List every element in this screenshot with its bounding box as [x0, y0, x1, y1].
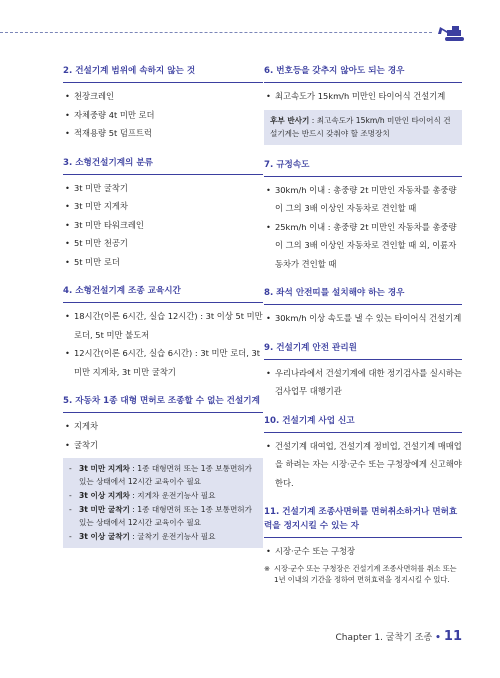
bullet-list — [63, 417, 263, 454]
list-item: • 굴착기 — [63, 436, 263, 455]
separator: : — [129, 532, 138, 541]
info-term: 후부 반사기 — [270, 115, 310, 125]
section — [264, 414, 462, 493]
section-title: 5. 자동차 1종 대형 면허로 조종할 수 없는 건설기계 — [63, 394, 263, 413]
section-title: 7. 규정속도 — [264, 158, 462, 177]
info-box — [264, 110, 462, 145]
bullet-list — [264, 437, 462, 493]
bullet-list — [264, 364, 462, 401]
separator: : — [309, 115, 317, 125]
info-term: 3t 이상 지게차 — [79, 491, 130, 500]
section-title: 3. 소형건설기계의 분류 — [63, 156, 263, 175]
bullet-list — [63, 179, 263, 272]
list-item: • 3t 미만 지게차 — [63, 197, 263, 216]
list-item: • 5t 미만 로더 — [63, 253, 263, 272]
info-term: 3t 미만 굴착기 — [79, 505, 130, 514]
info-row — [69, 530, 257, 543]
section — [63, 394, 263, 548]
note-text: 시장·군수 또는 구청장은 건설기계 조종사면허를 취소 또는 1년 이내의 기간을 정하여 면허효력을 정지시킬 수 있다. — [274, 563, 457, 584]
list-item: • 지게차 — [63, 417, 263, 436]
info-text: 1종 대형면허 또는 1종 보통면허가 있는 상태에서 12시간 교육이수 필요 — [79, 464, 252, 486]
list-item: • 건설기계 대여업, 건설기계 정비업, 건설기계 매매업을 하려는 자는 시장·군수 또는 구청장에게 신고해야 한다. — [264, 437, 462, 493]
page-footer — [336, 629, 462, 644]
bullet-list — [264, 181, 462, 274]
separator: : — [129, 505, 138, 514]
dash-marker: - — [69, 532, 72, 541]
list-item: • 30km/h 이상 속도를 낼 수 있는 타이어식 건설기계 — [264, 309, 462, 328]
bullet-list — [63, 307, 263, 381]
section — [264, 64, 462, 145]
section-title: 10. 건설기계 사업 신고 — [264, 414, 462, 433]
excavator-icon — [437, 24, 469, 42]
section — [264, 505, 462, 585]
section-title: 8. 좌석 안전띠를 설치해야 하는 경우 — [264, 286, 462, 305]
info-text: 1종 대형면허 또는 1종 보통면허가 있는 상태에서 12시간 교육이수 필요 — [79, 505, 252, 527]
list-item: • 12시간(이론 6시간, 실습 6시간) : 3t 미만 로더, 3t 미만 지게차, 3t 미만 굴착기 — [63, 344, 263, 381]
note-mark: ※ — [264, 563, 271, 573]
list-item: • 우리나라에서 건설기계에 대한 정기검사를 실시하는 검사업무 대행기관 — [264, 364, 462, 401]
section — [264, 286, 462, 328]
dash-marker: - — [69, 505, 72, 514]
list-item: • 30km/h 이내 : 총중량 2t 미만인 자동차를 총중량이 그의 3배 이상인 자동차로 견인할 때 — [264, 181, 462, 218]
bullet-list — [63, 87, 263, 143]
list-item: • 25km/h 이내 : 총중량 2t 미만인 자동차를 총중량이 그의 3배 이상인 자동차로 견인할 때 외, 이륜자동차가 견인할 때 — [264, 218, 462, 274]
right-column — [264, 64, 462, 598]
page-number: 11 — [443, 629, 462, 644]
section — [63, 156, 263, 272]
info-row — [69, 503, 257, 529]
list-item: • 적재용량 5t 덤프트럭 — [63, 124, 263, 143]
footer-dot: • — [435, 633, 441, 643]
list-item: • 최고속도가 15km/h 미만인 타이어식 건설기계 — [264, 87, 462, 106]
bullet-list — [264, 87, 462, 106]
list-item: • 자체중량 4t 미만 로더 — [63, 106, 263, 125]
info-box — [63, 458, 263, 548]
section — [264, 341, 462, 401]
list-item: • 5t 미만 천공기 — [63, 234, 263, 253]
section-title: 6. 번호등을 갖추지 않아도 되는 경우 — [264, 64, 462, 83]
section-title: 9. 건설기계 안전 관리원 — [264, 341, 462, 360]
info-text: 지게차 운전기능사 필요 — [137, 491, 216, 500]
section-title: 11. 건설기계 조종사면허를 면허취소하거나 면허효력을 정지시킬 수 있는 자 — [264, 505, 462, 538]
list-item: • 3t 미만 굴착기 — [63, 179, 263, 198]
list-item: • 18시간(이론 6시간, 실습 12시간) : 3t 이상 5t 미만 로더, 5t 미만 불도저 — [63, 307, 263, 344]
list-item: • 시장·군수 또는 구청장 — [264, 542, 462, 561]
dash-marker: - — [69, 464, 72, 473]
dash-marker: - — [69, 491, 72, 500]
section — [264, 158, 462, 274]
section-title: 4. 소형건설기계 조종 교육시간 — [63, 284, 263, 303]
section — [63, 284, 263, 381]
info-term: 3t 미만 지게차 — [79, 464, 130, 473]
bullet-list — [264, 542, 462, 561]
section — [63, 64, 263, 143]
info-term: 3t 이상 굴착기 — [79, 532, 130, 541]
footnote — [264, 563, 462, 585]
info-text: 최고속도가 15km/h 미만인 타이어식 건설기계는 반드시 갖춰야 할 조명장치 — [270, 115, 451, 138]
section-title: 2. 건설기계 범위에 속하지 않는 것 — [63, 64, 263, 83]
list-item: • 천장크레인 — [63, 87, 263, 106]
chapter-label: Chapter 1. 굴착기 조종 — [335, 633, 433, 643]
separator: : — [129, 464, 138, 473]
list-item: • 3t 미만 타워크레인 — [63, 216, 263, 235]
info-text: 굴착기 운전기능사 필요 — [137, 532, 216, 541]
info-row — [270, 114, 456, 140]
header-rule — [0, 32, 432, 33]
info-row — [69, 489, 257, 502]
left-column — [63, 64, 263, 561]
bullet-list — [264, 309, 462, 328]
info-row — [69, 462, 257, 488]
separator: : — [129, 491, 138, 500]
